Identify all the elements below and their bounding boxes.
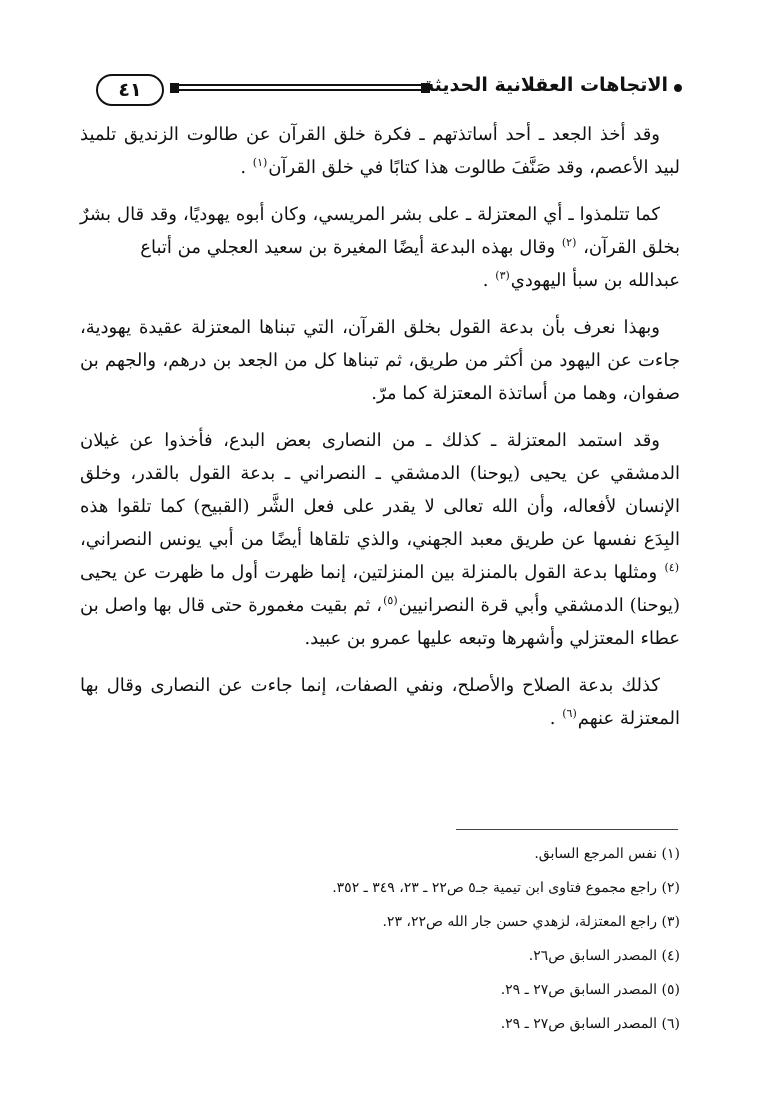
footnote-marker: (٢) — [561, 236, 577, 249]
footnote-text: راجع مجموع فتاوى ابن تيمية جـ٥ ص٢٢ ـ ٢٣، ٣٤٩ ـ ٣٥٢. — [332, 880, 658, 896]
footnote-text: المصدر السابق ص٢٧ ـ ٢٩. — [500, 1016, 658, 1032]
footnote-item — [80, 976, 680, 1004]
footnote-item — [80, 840, 680, 868]
footnote-text: المصدر السابق ص٢٦. — [528, 948, 658, 964]
footnote-number: (٢) — [661, 880, 680, 896]
footnote-number: (٦) — [661, 1016, 680, 1032]
rule-line-bottom — [178, 89, 422, 91]
paragraph-text: كذلك بدعة الصلاح والأصلح، ونفي الصفات، إنما جاءت عن النصارى وقال بها المعتزلة عنهم — [80, 675, 680, 729]
paragraph-2 — [80, 198, 680, 264]
paragraph-1 — [80, 118, 680, 184]
paragraph-text: عبدالله بن سبأ اليهودي — [510, 270, 680, 291]
paragraph-text: . — [482, 270, 489, 291]
footnote-marker: (٣) — [495, 269, 510, 282]
paragraph-2-continuation — [80, 264, 680, 297]
footnote-item — [80, 942, 680, 970]
rule-line-top — [178, 84, 422, 86]
paragraph-text: كما تتلمذوا ـ أي المعتزلة ـ على بشر المريسي، وكان أبوه يهوديًا، وقد قال بشرٌ بخلق القرآن، — [80, 204, 680, 258]
paragraph-text: وقد أخذ الجعد ـ أحد أساتذتهم ـ فكرة خلق القرآن عن طالوت الزنديق تلميذ لبيد الأعصم، وقد صَنَّفَ طالوت هذا كتابًا في خلق القرآن — [80, 124, 680, 178]
footnote-marker: (٦) — [562, 707, 577, 720]
footnote-number: (٤) — [661, 948, 680, 964]
paragraph-text: . — [240, 157, 247, 178]
footnote-item — [80, 908, 680, 936]
main-text — [80, 118, 680, 749]
running-title: الاتجاهات العقلانية الحديثة — [423, 74, 668, 96]
paragraph-text: ومثلها بدعة القول بالمنزلة بين المنزلتين، إنما ظهرت أول ما ظهرت عن يحيى (يوحنا) الدمشقي وأبي قرة النصرانيين — [80, 562, 680, 616]
paragraph-text: . — [549, 708, 556, 729]
footnote-marker: (٤) — [664, 561, 679, 574]
footnote-text: راجع المعتزلة، لزهدي حسن جار الله ص٢٢، ٢٣. — [382, 914, 658, 930]
paragraph-3 — [80, 311, 680, 410]
header-double-rule — [170, 84, 430, 92]
footnote-number: (٥) — [661, 982, 680, 998]
bullet-dot-icon — [674, 84, 682, 92]
footnote-number: (٣) — [661, 914, 680, 930]
footnote-item — [80, 874, 680, 902]
paragraph-text: وقال بهذه البدعة أيضًا المغيرة بن سعيد العجلي من أتباع — [140, 237, 556, 258]
footnote-number: (١) — [661, 846, 680, 862]
footnote-separator — [456, 829, 678, 830]
page-header — [84, 68, 682, 108]
paragraph-text: ، ثم بقيت مغمورة حتى قال بها واصل بن عطاء المعتزلي وأشهرها وتبعه عليها عمرو بن عبيد. — [80, 595, 680, 649]
paragraph-5 — [80, 669, 680, 735]
footnote-marker: (٥) — [383, 594, 398, 607]
paragraph-4 — [80, 424, 680, 655]
footnotes — [80, 840, 680, 1044]
footnote-item — [80, 1010, 680, 1038]
footnote-text: نفس المرجع السابق. — [534, 846, 658, 862]
paragraph-text: وقد استمد المعتزلة ـ كذلك ـ من النصارى بعض البدع، فأخذوا عن غيلان الدمشقي عن يحيى (يوحنا) الدمشقي ـ النصراني ـ بدعة القول بالقدر، وخلق الإنسان لأفعاله، وأن الله تعالى لا يقدر على فعل الشَّر (القبيح) كما تلقوا هذه البِدَع نفسها عن طريق معبد الجهني، والذي تلقاها أيضًا من أبي يونس النصراني، — [80, 430, 680, 550]
footnote-text: المصدر السابق ص٢٧ ـ ٢٩. — [500, 982, 658, 998]
footnote-marker: (١) — [252, 156, 268, 169]
paragraph-text: وبهذا نعرف بأن بدعة القول بخلق القرآن، التي تبناها المعتزلة عقيدة يهودية، جاءت عن اليهود من أكثر من طريق، ثم تبناها كل من الجعد بن درهم، والجهم بن صفوان، وهما من أساتذة المعتزلة كما مرّ. — [80, 317, 680, 404]
page-number: ٤١ — [96, 74, 164, 106]
